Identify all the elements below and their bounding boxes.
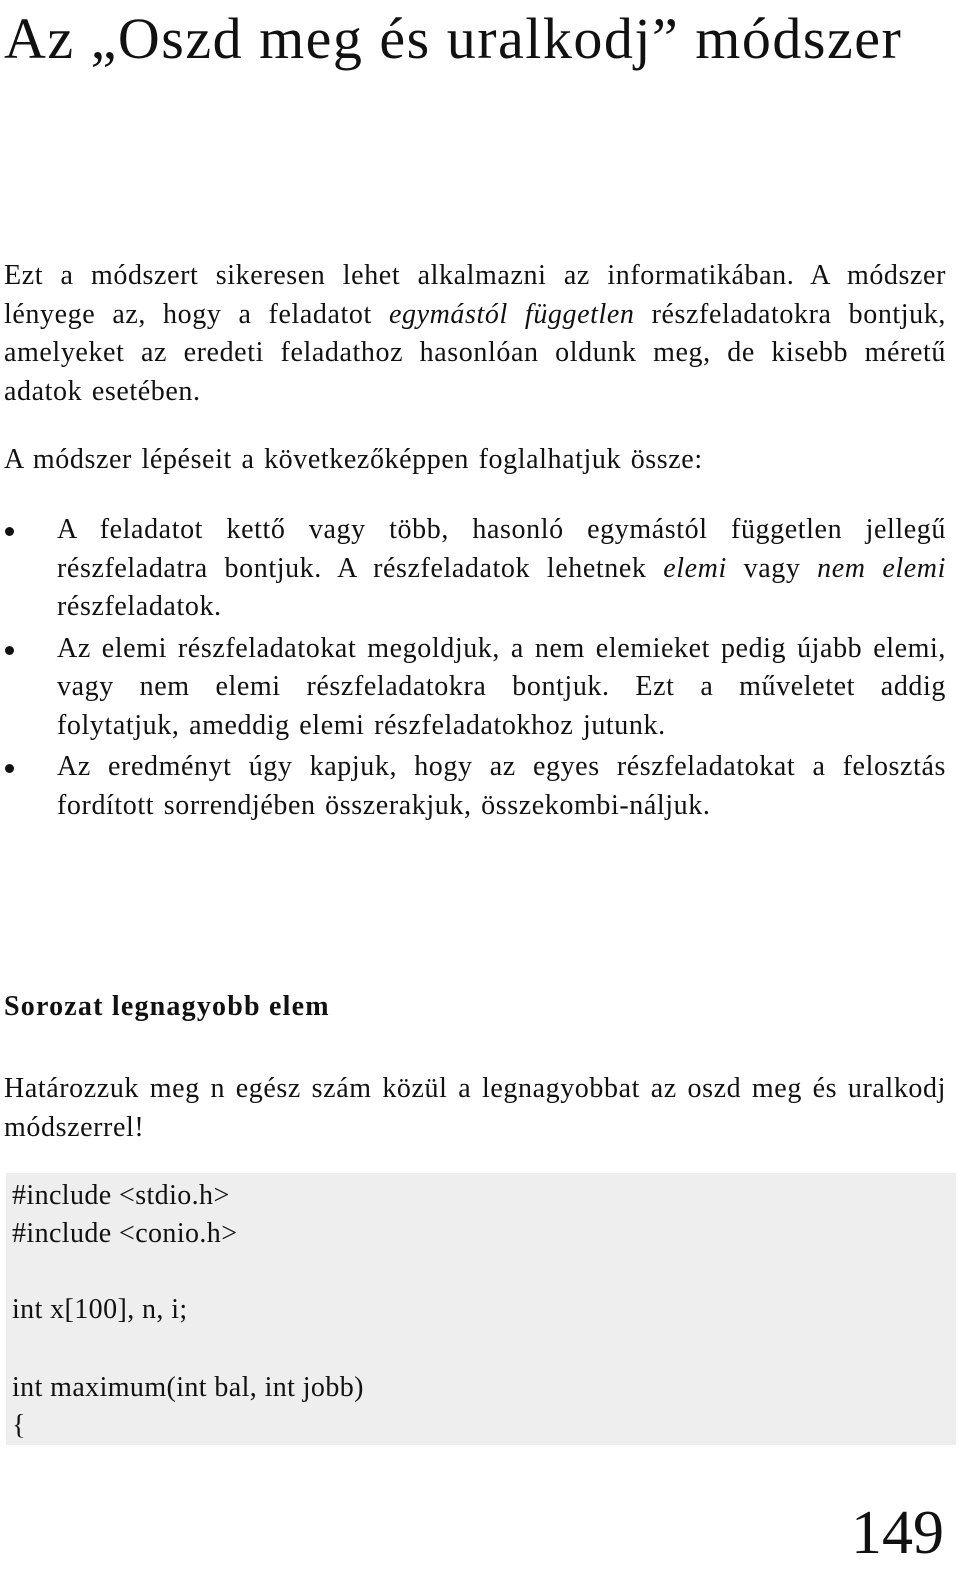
bullet-icon [5, 646, 14, 655]
code-line: int maximum(int bal, int jobb) [12, 1372, 364, 1403]
intro-paragraph [4, 257, 946, 411]
step-1-text-end: részfeladatok. [57, 591, 222, 622]
list-item [0, 511, 946, 627]
list-item [0, 748, 946, 825]
intro-emphasis: egymástól független [388, 298, 635, 330]
step-1-emphasis-nem-elemi: nem elemi [817, 552, 946, 584]
page-title: Az „Oszd meg és uralkodj” módszer [4, 6, 903, 71]
steps-list [0, 511, 946, 828]
code-line: { [12, 1410, 26, 1441]
code-line: int x[100], n, i; [12, 1294, 188, 1325]
step-1-text-start: A feladatot kettő vagy több, hasonló egymástól független jellegű részfeladatra bontjuk. A részfeladatok lehetnek [57, 514, 946, 584]
step-3-text: Az eredményt úgy kapjuk, hogy az egyes részfeladatokat a felosztás fordított sorrendjében összerakjuk, összekombi-náljuk. [57, 751, 946, 821]
bullet-icon [5, 527, 14, 536]
step-1-emphasis-elemi: elemi [663, 552, 727, 584]
intro-text-end: részfeladatokra bontjuk, amelyeket az eredeti feladathoz hasonlóan oldunk meg, de kisebb méretű adatok esetében. [4, 298, 946, 407]
code-block [6, 1173, 956, 1445]
list-item [0, 630, 946, 746]
intro-text-start: Ezt a módszert sikeresen lehet alkalmazni az informatikában. A módszer lényege az, hogy a feladatot [4, 260, 946, 330]
code-line: #include <stdio.h> [12, 1180, 230, 1211]
step-2-text: Az elemi részfeladatokat megoldjuk, a nem elemieket pedig újabb elemi, vagy nem elemi részfeladatokra bontjuk. Ezt a műveletet addig folytatjuk, ameddig elemi részfeladatokhoz jutunk. [57, 632, 946, 741]
step-1-text-middle: vagy [726, 552, 818, 584]
page-number: 149 [851, 1499, 944, 1567]
bullet-icon [5, 764, 14, 773]
task-paragraph: Határozzuk meg n egész szám közül a legnagyobbat az oszd meg és uralkodj módszerrel! [4, 1073, 946, 1143]
section-heading: Sorozat legnagyobb elem [4, 991, 330, 1022]
steps-intro-paragraph: A módszer lépéseit a következőképpen foglalhatjuk össze: [4, 444, 703, 475]
code-line: #include <conio.h> [12, 1218, 238, 1249]
